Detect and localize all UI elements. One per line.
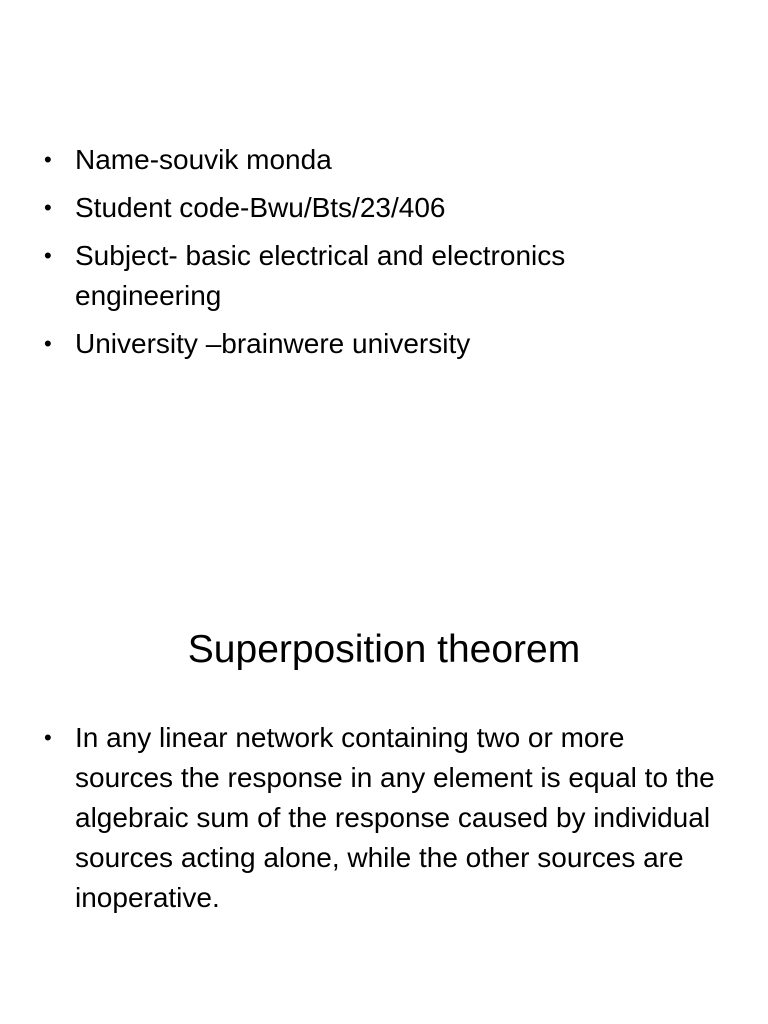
student-code: Student code-Bwu/Bts/23/406 (75, 192, 446, 223)
list-item (44, 140, 654, 180)
subject: Subject- basic electrical and electronics engineering (75, 240, 566, 311)
student-name: Name-souvik monda (75, 144, 332, 175)
student-info-list (44, 140, 654, 372)
bullet-icon: • (44, 195, 52, 220)
slide-title: Superposition theorem (187, 628, 581, 671)
list-item (44, 236, 654, 316)
bullet-icon: • (44, 331, 52, 356)
theorem-statement: In any linear network containing two or more sources the response in any element is equal to the algebraic sum of the response caused by individual sources acting alone, while the other sources are inoperative. (75, 722, 715, 913)
theorem-list (44, 718, 724, 918)
bullet-icon: • (44, 243, 52, 268)
university: University –brainwere university (75, 328, 471, 359)
bullet-icon: • (44, 147, 52, 172)
list-item (44, 188, 654, 228)
list-item (44, 718, 724, 918)
bullet-icon: • (44, 725, 52, 750)
list-item (44, 324, 654, 364)
slide-superposition (0, 512, 768, 1024)
